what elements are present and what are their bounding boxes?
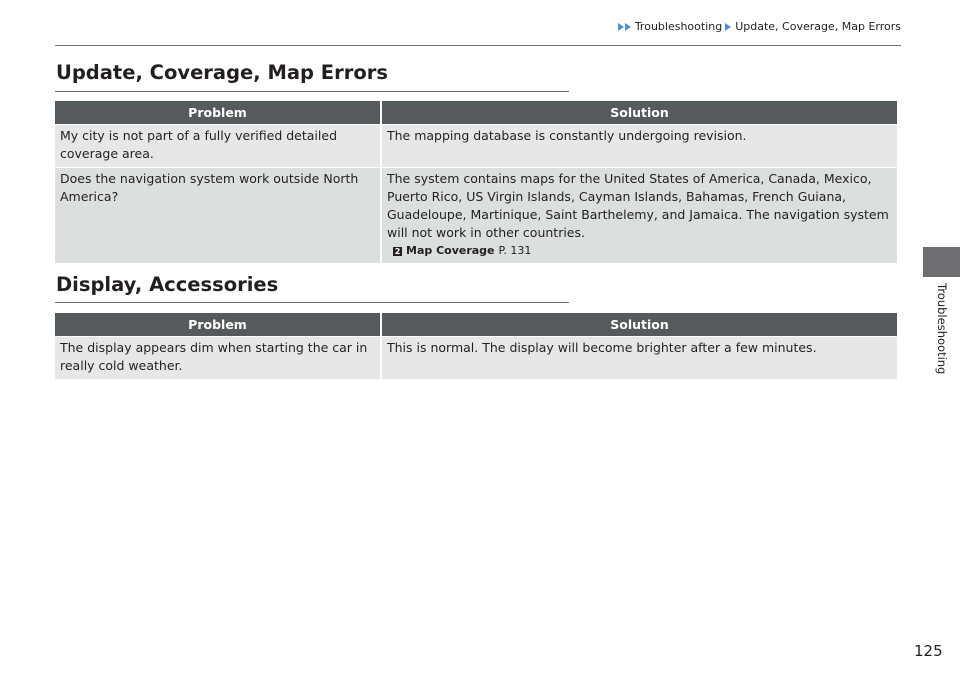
table-header-row — [55, 101, 897, 124]
problem-cell: Does the navigation system work outside North America? — [55, 167, 382, 263]
breadcrumb-item-troubleshooting[interactable]: Troubleshooting — [634, 20, 723, 33]
table-row — [55, 336, 897, 379]
column-header-problem: Problem — [55, 313, 382, 336]
chapter-tab-marker — [923, 247, 960, 277]
reference-arrow-icon: 2 — [394, 246, 401, 256]
solution-cell: The mapping database is constantly undergoing revision. — [382, 124, 897, 167]
table-header-row — [55, 313, 897, 336]
section-title-update-coverage: Update, Coverage, Map Errors — [56, 61, 388, 84]
section-divider — [55, 91, 569, 92]
section-divider — [55, 302, 569, 303]
solution-text: The system contains maps for the United States of America, Canada, Mexico, Puerto Rico, US Virgin Islands, Cayman Islands, Bahamas, French Guiana, Guadeloupe, Martinique, Saint Barthelemy, and Jamaica. The navigation system will not work in other countries. — [387, 171, 889, 240]
problem-cell: The display appears dim when starting the car in really cold weather. — [55, 336, 382, 379]
breadcrumb-arrow-icon — [725, 23, 731, 31]
reference-page: P. 131 — [498, 244, 532, 257]
column-header-solution: Solution — [382, 313, 897, 336]
breadcrumb-item-current: Update, Coverage, Map Errors — [735, 20, 901, 33]
breadcrumb-arrow-icon — [618, 23, 624, 31]
table-row — [55, 124, 897, 167]
solution-cell — [382, 167, 897, 263]
problem-cell: My city is not part of a fully verified detailed coverage area. — [55, 124, 382, 167]
column-header-problem: Problem — [55, 101, 382, 124]
chapter-tab-label: Troubleshooting — [935, 283, 949, 375]
cross-reference-link[interactable] — [387, 243, 893, 259]
breadcrumb-arrow-icon — [625, 23, 631, 31]
troubleshooting-table-update-coverage — [55, 101, 897, 263]
troubleshooting-table-display-accessories — [55, 313, 897, 379]
reference-title: Map Coverage — [406, 244, 495, 257]
breadcrumb — [618, 20, 901, 33]
table-row — [55, 167, 897, 263]
section-title-display-accessories: Display, Accessories — [56, 273, 279, 296]
header-divider — [55, 45, 901, 46]
page-number: 125 — [914, 642, 943, 660]
column-header-solution: Solution — [382, 101, 897, 124]
solution-cell: This is normal. The display will become brighter after a few minutes. — [382, 336, 897, 379]
